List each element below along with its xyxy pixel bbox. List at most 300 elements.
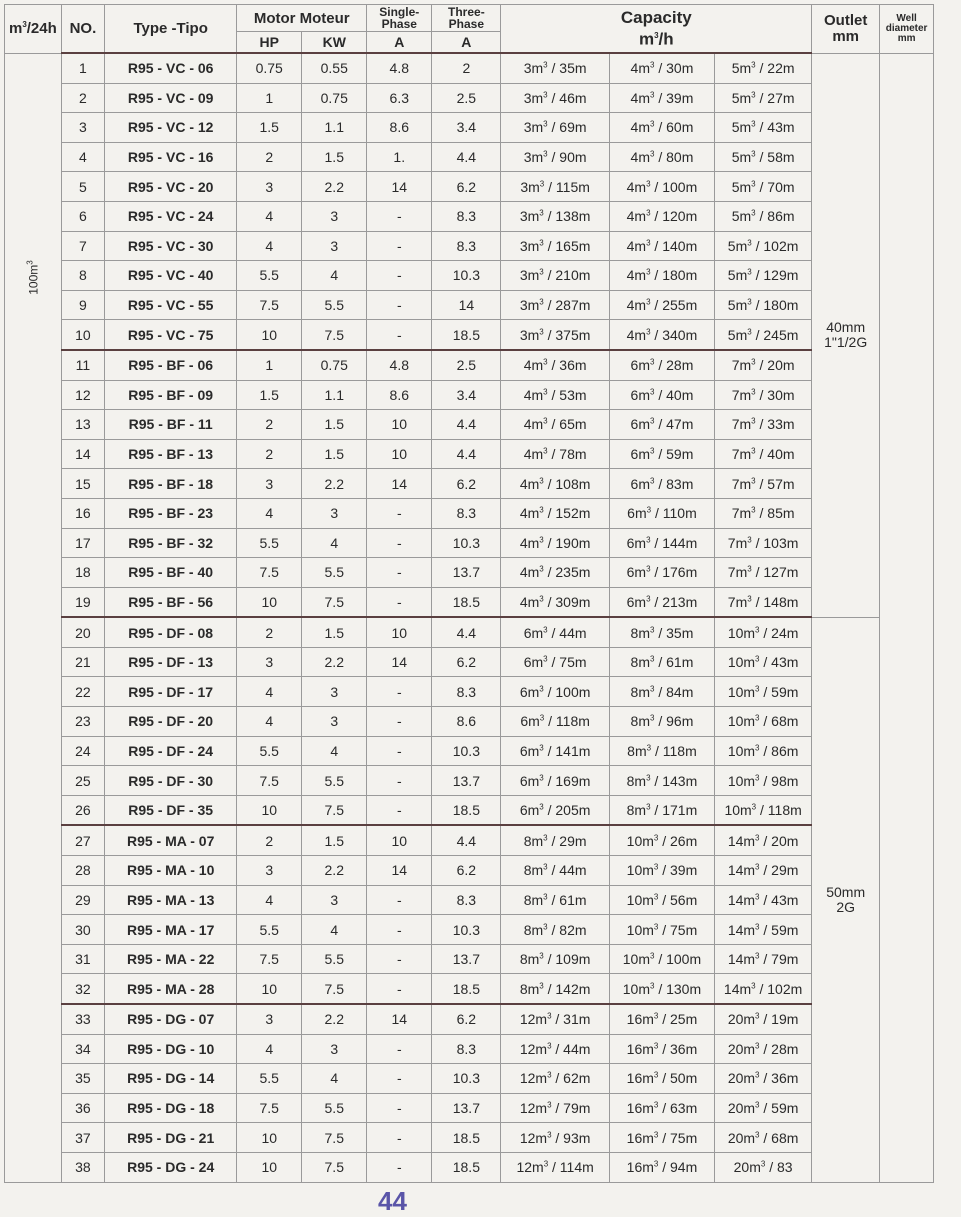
cell-capacity-2: $10m^3 / 100m$ <box>609 944 714 974</box>
cell-no: 4 <box>61 142 104 172</box>
cell-no: 6 <box>61 201 104 231</box>
cell-capacity-3: $20m^3 / 19m$ <box>715 1004 812 1034</box>
cell-capacity-2: $10m^3 / 130m$ <box>609 974 714 1004</box>
header-flow: $m^3/24h$ <box>5 5 62 54</box>
cell-no: 25 <box>61 766 104 796</box>
cell-model: R95 - VC - 55 <box>105 290 237 320</box>
outlet-size: 40mm <box>826 319 866 336</box>
outlet-size: 50mm <box>826 883 866 900</box>
cell-capacity-2: $4m^3 / 140m$ <box>609 231 714 261</box>
cell-capacity-2: $8m^3 / 96m$ <box>609 707 714 737</box>
cell-single-phase: - <box>367 320 432 350</box>
cell-no: 24 <box>61 736 104 766</box>
table-row <box>5 231 934 261</box>
cell-capacity-3: $14m^3 / 29m$ <box>715 856 812 886</box>
cell-capacity-1: $6m^3 / 169m$ <box>501 766 609 796</box>
cell-hp: 5.5 <box>237 915 302 945</box>
cell-capacity-1: $3m^3 / 115m$ <box>501 172 609 202</box>
table-row <box>5 83 934 113</box>
well-diameter-cell <box>880 53 934 1182</box>
cell-capacity-2: $4m^3 / 180m$ <box>609 261 714 291</box>
header-three-phase-text: Three-Phase <box>448 5 485 31</box>
cell-single-phase: 4.8 <box>367 53 432 83</box>
cell-capacity-2: $8m^3 / 143m$ <box>609 766 714 796</box>
page-number: 44 <box>378 1186 407 1216</box>
cell-capacity-2: $8m^3 / 84m$ <box>609 677 714 707</box>
cell-capacity-1: $8m^3 / 109m$ <box>501 944 609 974</box>
cell-kw: 1.1 <box>302 380 367 410</box>
cell-model: R95 - BF - 11 <box>105 410 237 440</box>
cell-kw: 2.2 <box>302 647 367 677</box>
cell-kw: 7.5 <box>302 795 367 825</box>
cell-capacity-2: $16m^3 / 94m$ <box>609 1152 714 1182</box>
cell-three-phase: 2 <box>432 53 501 83</box>
cell-no: 29 <box>61 885 104 915</box>
cell-model: R95 - VC - 16 <box>105 142 237 172</box>
table-row <box>5 53 934 83</box>
cell-single-phase: - <box>367 201 432 231</box>
cell-no: 10 <box>61 320 104 350</box>
header-row-1 <box>5 5 934 32</box>
cell-capacity-2: $6m^3 / 213m$ <box>609 587 714 617</box>
header-type: Type -Tipo <box>105 5 237 54</box>
cell-capacity-3: $7m^3 / 103m$ <box>715 528 812 558</box>
header-motor: Motor Moteur <box>237 5 367 32</box>
cell-single-phase: - <box>367 766 432 796</box>
cell-capacity-1: $12m^3 / 114m$ <box>501 1152 609 1182</box>
outlet-thread: 2G <box>836 898 856 915</box>
cell-capacity-3: $5m^3 / 102m$ <box>715 231 812 261</box>
cell-hp: 1.5 <box>237 113 302 143</box>
cell-capacity-1: $3m^3 / 90m$ <box>501 142 609 172</box>
cell-capacity-3: $14m^3 / 102m$ <box>715 974 812 1004</box>
cell-capacity-2: $4m^3 / 39m$ <box>609 83 714 113</box>
cell-no: 7 <box>61 231 104 261</box>
table-row <box>5 766 934 796</box>
cell-three-phase: 18.5 <box>432 587 501 617</box>
flow-side-label: $100m^3$ <box>25 259 41 295</box>
header-three-amp: A <box>432 32 501 54</box>
header-three-phase <box>432 5 501 32</box>
cell-single-phase: 14 <box>367 647 432 677</box>
cell-kw: 5.5 <box>302 766 367 796</box>
cell-capacity-2: $16m^3 / 36m$ <box>609 1034 714 1064</box>
cell-no: 32 <box>61 974 104 1004</box>
cell-capacity-1: $6m^3 / 44m$ <box>501 617 609 647</box>
table-row <box>5 142 934 172</box>
cell-three-phase: 18.5 <box>432 320 501 350</box>
cell-capacity-3: $7m^3 / 20m$ <box>715 350 812 380</box>
cell-single-phase: - <box>367 290 432 320</box>
cell-single-phase: 10 <box>367 439 432 469</box>
cell-three-phase: 8.3 <box>432 1034 501 1064</box>
table-body <box>5 53 934 1182</box>
table-row <box>5 290 934 320</box>
cell-single-phase: - <box>367 528 432 558</box>
cell-kw: 5.5 <box>302 1093 367 1123</box>
cell-single-phase: - <box>367 944 432 974</box>
cell-model: R95 - BF - 32 <box>105 528 237 558</box>
cell-capacity-3: $20m^3 / 83$ <box>715 1152 812 1182</box>
cell-no: 1 <box>61 53 104 83</box>
cell-capacity-3: $20m^3 / 36m$ <box>715 1064 812 1094</box>
cell-single-phase: 8.6 <box>367 380 432 410</box>
cell-no: 3 <box>61 113 104 143</box>
cell-capacity-1: $4m^3 / 152m$ <box>501 498 609 528</box>
cell-kw: 1.5 <box>302 825 367 855</box>
cell-model: R95 - VC - 20 <box>105 172 237 202</box>
cell-capacity-3: $7m^3 / 127m$ <box>715 558 812 588</box>
cell-hp: 4 <box>237 1034 302 1064</box>
cell-kw: 7.5 <box>302 974 367 1004</box>
table-row <box>5 736 934 766</box>
cell-capacity-3: $5m^3 / 58m$ <box>715 142 812 172</box>
cell-capacity-2: $10m^3 / 56m$ <box>609 885 714 915</box>
cell-capacity-3: $10m^3 / 68m$ <box>715 707 812 737</box>
table-row <box>5 1152 934 1182</box>
cell-three-phase: 6.2 <box>432 469 501 499</box>
cell-kw: 0.55 <box>302 53 367 83</box>
cell-capacity-2: $6m^3 / 40m$ <box>609 380 714 410</box>
cell-capacity-2: $8m^3 / 171m$ <box>609 795 714 825</box>
cell-capacity-3: $14m^3 / 20m$ <box>715 825 812 855</box>
cell-capacity-1: $3m^3 / 35m$ <box>501 53 609 83</box>
cell-capacity-1: $6m^3 / 141m$ <box>501 736 609 766</box>
table-row <box>5 1034 934 1064</box>
cell-model: R95 - VC - 75 <box>105 320 237 350</box>
header-capacity-unit: $m^3/h$ <box>638 29 674 49</box>
cell-capacity-1: $8m^3 / 82m$ <box>501 915 609 945</box>
cell-capacity-3: $10m^3 / 59m$ <box>715 677 812 707</box>
cell-kw: 2.2 <box>302 856 367 886</box>
cell-capacity-1: $3m^3 / 69m$ <box>501 113 609 143</box>
table-row <box>5 974 934 1004</box>
cell-single-phase: 10 <box>367 410 432 440</box>
cell-model: R95 - BF - 56 <box>105 587 237 617</box>
cell-kw: 1.5 <box>302 439 367 469</box>
cell-three-phase: 6.2 <box>432 856 501 886</box>
cell-capacity-3: $10m^3 / 43m$ <box>715 647 812 677</box>
cell-single-phase: - <box>367 677 432 707</box>
cell-single-phase: 6.3 <box>367 83 432 113</box>
cell-capacity-3: $10m^3 / 98m$ <box>715 766 812 796</box>
cell-three-phase: 18.5 <box>432 1123 501 1153</box>
cell-capacity-1: $4m^3 / 78m$ <box>501 439 609 469</box>
cell-three-phase: 4.4 <box>432 410 501 440</box>
cell-capacity-3: $7m^3 / 57m$ <box>715 469 812 499</box>
cell-hp: 4 <box>237 885 302 915</box>
cell-hp: 4 <box>237 677 302 707</box>
table-row <box>5 856 934 886</box>
cell-capacity-3: $7m^3 / 30m$ <box>715 380 812 410</box>
cell-capacity-1: $6m^3 / 118m$ <box>501 707 609 737</box>
cell-model: R95 - BF - 18 <box>105 469 237 499</box>
cell-capacity-1: $4m^3 / 53m$ <box>501 380 609 410</box>
cell-model: R95 - DG - 07 <box>105 1004 237 1034</box>
cell-capacity-3: $20m^3 / 59m$ <box>715 1093 812 1123</box>
cell-three-phase: 6.2 <box>432 647 501 677</box>
cell-capacity-3: $10m^3 / 118m$ <box>715 795 812 825</box>
cell-kw: 7.5 <box>302 1123 367 1153</box>
cell-model: R95 - DF - 20 <box>105 707 237 737</box>
cell-three-phase: 2.5 <box>432 350 501 380</box>
table-row <box>5 885 934 915</box>
cell-single-phase: 14 <box>367 172 432 202</box>
cell-three-phase: 3.4 <box>432 380 501 410</box>
cell-model: R95 - VC - 12 <box>105 113 237 143</box>
cell-no: 14 <box>61 439 104 469</box>
cell-capacity-3: $14m^3 / 43m$ <box>715 885 812 915</box>
cell-model: R95 - DF - 30 <box>105 766 237 796</box>
cell-capacity-2: $6m^3 / 59m$ <box>609 439 714 469</box>
cell-capacity-3: $7m^3 / 40m$ <box>715 439 812 469</box>
cell-capacity-1: $12m^3 / 79m$ <box>501 1093 609 1123</box>
header-outlet-unit: mm <box>832 27 860 45</box>
table-row <box>5 1123 934 1153</box>
cell-hp: 1 <box>237 83 302 113</box>
cell-capacity-2: $4m^3 / 60m$ <box>609 113 714 143</box>
cell-no: 2 <box>61 83 104 113</box>
cell-single-phase: - <box>367 1152 432 1182</box>
table-row <box>5 707 934 737</box>
cell-hp: 3 <box>237 469 302 499</box>
cell-three-phase: 14 <box>432 290 501 320</box>
cell-model: R95 - MA - 28 <box>105 974 237 1004</box>
cell-single-phase: - <box>367 885 432 915</box>
cell-three-phase: 6.2 <box>432 1004 501 1034</box>
table-row <box>5 647 934 677</box>
cell-model: R95 - DF - 17 <box>105 677 237 707</box>
cell-capacity-1: $4m^3 / 36m$ <box>501 350 609 380</box>
cell-three-phase: 4.4 <box>432 617 501 647</box>
cell-kw: 3 <box>302 885 367 915</box>
cell-capacity-2: $8m^3 / 35m$ <box>609 617 714 647</box>
cell-three-phase: 10.3 <box>432 1064 501 1094</box>
table-row <box>5 587 934 617</box>
cell-model: R95 - DG - 10 <box>105 1034 237 1064</box>
cell-capacity-2: $4m^3 / 120m$ <box>609 201 714 231</box>
outlet-group-cell <box>812 617 880 1182</box>
cell-hp: 10 <box>237 1123 302 1153</box>
cell-capacity-2: $16m^3 / 75m$ <box>609 1123 714 1153</box>
table-row <box>5 350 934 380</box>
cell-hp: 3 <box>237 172 302 202</box>
cell-capacity-3: $5m^3 / 180m$ <box>715 290 812 320</box>
cell-capacity-2: $8m^3 / 61m$ <box>609 647 714 677</box>
cell-model: R95 - MA - 10 <box>105 856 237 886</box>
cell-capacity-2: $6m^3 / 110m$ <box>609 498 714 528</box>
cell-three-phase: 13.7 <box>432 944 501 974</box>
cell-no: 22 <box>61 677 104 707</box>
flow-side-label-cell <box>5 53 62 1182</box>
cell-kw: 3 <box>302 707 367 737</box>
cell-three-phase: 10.3 <box>432 528 501 558</box>
cell-capacity-3: $14m^3 / 79m$ <box>715 944 812 974</box>
table-row <box>5 320 934 350</box>
cell-hp: 5.5 <box>237 1064 302 1094</box>
cell-model: R95 - DG - 18 <box>105 1093 237 1123</box>
cell-capacity-2: $6m^3 / 47m$ <box>609 410 714 440</box>
cell-capacity-1: $3m^3 / 375m$ <box>501 320 609 350</box>
cell-capacity-2: $16m^3 / 50m$ <box>609 1064 714 1094</box>
cell-single-phase: - <box>367 1093 432 1123</box>
cell-single-phase: 10 <box>367 617 432 647</box>
cell-capacity-3: $7m^3 / 33m$ <box>715 410 812 440</box>
cell-single-phase: 10 <box>367 825 432 855</box>
cell-no: 36 <box>61 1093 104 1123</box>
cell-hp: 3 <box>237 647 302 677</box>
cell-three-phase: 4.4 <box>432 142 501 172</box>
cell-kw: 2.2 <box>302 469 367 499</box>
cell-single-phase: - <box>367 1123 432 1153</box>
cell-capacity-3: $5m^3 / 22m$ <box>715 53 812 83</box>
table-row <box>5 528 934 558</box>
cell-capacity-2: $8m^3 / 118m$ <box>609 736 714 766</box>
cell-hp: 5.5 <box>237 736 302 766</box>
cell-kw: 4 <box>302 261 367 291</box>
header-hp: HP <box>237 32 302 54</box>
cell-capacity-3: $14m^3 / 59m$ <box>715 915 812 945</box>
cell-model: R95 - BF - 09 <box>105 380 237 410</box>
cell-no: 5 <box>61 172 104 202</box>
cell-capacity-3: $5m^3 / 86m$ <box>715 201 812 231</box>
cell-hp: 3 <box>237 1004 302 1034</box>
cell-kw: 3 <box>302 677 367 707</box>
table-row <box>5 380 934 410</box>
cell-kw: 3 <box>302 201 367 231</box>
cell-hp: 10 <box>237 795 302 825</box>
cell-no: 9 <box>61 290 104 320</box>
cell-model: R95 - DF - 24 <box>105 736 237 766</box>
cell-no: 16 <box>61 498 104 528</box>
cell-no: 23 <box>61 707 104 737</box>
table-row <box>5 469 934 499</box>
pump-spec-table <box>4 4 934 1183</box>
cell-kw: 4 <box>302 528 367 558</box>
cell-capacity-1: $4m^3 / 235m$ <box>501 558 609 588</box>
cell-model: R95 - VC - 40 <box>105 261 237 291</box>
cell-no: 31 <box>61 944 104 974</box>
cell-model: R95 - BF - 40 <box>105 558 237 588</box>
cell-kw: 1.5 <box>302 142 367 172</box>
cell-kw: 0.75 <box>302 83 367 113</box>
cell-capacity-1: $12m^3 / 31m$ <box>501 1004 609 1034</box>
cell-three-phase: 18.5 <box>432 974 501 1004</box>
table-row <box>5 410 934 440</box>
cell-single-phase: 14 <box>367 856 432 886</box>
table-row <box>5 1004 934 1034</box>
cell-hp: 4 <box>237 498 302 528</box>
cell-three-phase: 10.3 <box>432 736 501 766</box>
header-well-diameter <box>880 5 934 54</box>
cell-capacity-3: $5m^3 / 129m$ <box>715 261 812 291</box>
cell-capacity-2: $16m^3 / 25m$ <box>609 1004 714 1034</box>
cell-hp: 5.5 <box>237 528 302 558</box>
cell-model: R95 - MA - 17 <box>105 915 237 945</box>
cell-three-phase: 2.5 <box>432 83 501 113</box>
cell-three-phase: 13.7 <box>432 1093 501 1123</box>
cell-capacity-1: $6m^3 / 205m$ <box>501 795 609 825</box>
cell-capacity-1: $8m^3 / 29m$ <box>501 825 609 855</box>
table-row <box>5 439 934 469</box>
header-outlet <box>812 5 880 54</box>
cell-no: 17 <box>61 528 104 558</box>
cell-capacity-2: $16m^3 / 63m$ <box>609 1093 714 1123</box>
cell-single-phase: - <box>367 736 432 766</box>
cell-capacity-2: $4m^3 / 255m$ <box>609 290 714 320</box>
cell-capacity-2: $4m^3 / 340m$ <box>609 320 714 350</box>
cell-hp: 4 <box>237 707 302 737</box>
cell-capacity-3: $7m^3 / 85m$ <box>715 498 812 528</box>
cell-model: R95 - VC - 30 <box>105 231 237 261</box>
cell-hp: 4 <box>237 231 302 261</box>
cell-hp: 10 <box>237 320 302 350</box>
cell-kw: 4 <box>302 915 367 945</box>
cell-no: 12 <box>61 380 104 410</box>
cell-hp: 2 <box>237 439 302 469</box>
cell-capacity-3: $10m^3 / 86m$ <box>715 736 812 766</box>
table-row <box>5 1064 934 1094</box>
cell-capacity-2: $10m^3 / 75m$ <box>609 915 714 945</box>
cell-model: R95 - DG - 14 <box>105 1064 237 1094</box>
cell-single-phase: 4.8 <box>367 350 432 380</box>
cell-three-phase: 18.5 <box>432 1152 501 1182</box>
cell-hp: 2 <box>237 142 302 172</box>
cell-single-phase: - <box>367 707 432 737</box>
cell-kw: 4 <box>302 1064 367 1094</box>
cell-no: 35 <box>61 1064 104 1094</box>
table-row <box>5 113 934 143</box>
cell-single-phase: - <box>367 915 432 945</box>
cell-capacity-1: $6m^3 / 75m$ <box>501 647 609 677</box>
cell-capacity-2: $6m^3 / 144m$ <box>609 528 714 558</box>
cell-kw: 5.5 <box>302 558 367 588</box>
cell-model: R95 - DF - 08 <box>105 617 237 647</box>
cell-kw: 2.2 <box>302 1004 367 1034</box>
cell-single-phase: - <box>367 587 432 617</box>
cell-hp: 2 <box>237 825 302 855</box>
cell-kw: 4 <box>302 736 367 766</box>
cell-model: R95 - DF - 35 <box>105 795 237 825</box>
cell-kw: 1.1 <box>302 113 367 143</box>
table-row <box>5 795 934 825</box>
cell-three-phase: 13.7 <box>432 766 501 796</box>
outlet-thread: 1"1/2G <box>824 334 868 351</box>
cell-single-phase: - <box>367 498 432 528</box>
header-well-line2: diameter <box>885 22 928 34</box>
outlet-group-cell <box>812 53 880 617</box>
cell-capacity-2: $6m^3 / 176m$ <box>609 558 714 588</box>
cell-three-phase: 18.5 <box>432 795 501 825</box>
cell-capacity-3: $10m^3 / 24m$ <box>715 617 812 647</box>
cell-capacity-1: $3m^3 / 46m$ <box>501 83 609 113</box>
cell-hp: 7.5 <box>237 558 302 588</box>
spec-sheet <box>4 4 934 1182</box>
cell-capacity-3: $20m^3 / 28m$ <box>715 1034 812 1064</box>
cell-model: R95 - BF - 13 <box>105 439 237 469</box>
cell-hp: 3 <box>237 856 302 886</box>
cell-three-phase: 8.3 <box>432 677 501 707</box>
table-row <box>5 617 934 647</box>
cell-no: 13 <box>61 410 104 440</box>
cell-capacity-2: $4m^3 / 30m$ <box>609 53 714 83</box>
cell-kw: 1.5 <box>302 410 367 440</box>
cell-single-phase: - <box>367 1034 432 1064</box>
cell-capacity-1: $12m^3 / 62m$ <box>501 1064 609 1094</box>
cell-capacity-3: $5m^3 / 43m$ <box>715 113 812 143</box>
cell-hp: 10 <box>237 1152 302 1182</box>
cell-no: 30 <box>61 915 104 945</box>
